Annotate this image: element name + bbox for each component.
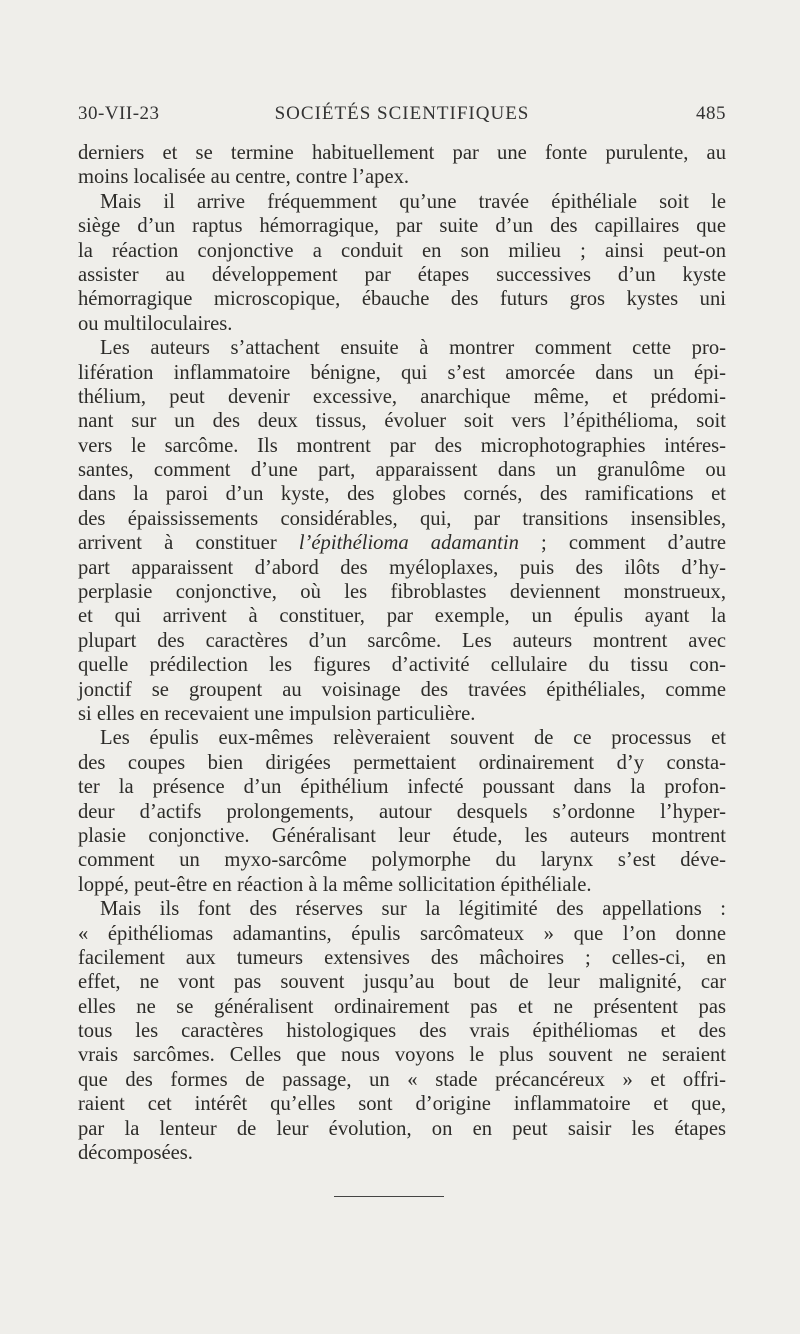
text-line: perplasie conjonctive, où les fibroblastes deviennent monstrueux, <box>78 581 726 604</box>
text-line: des épaississements considérables, qui, par transitions insensibles, <box>78 507 726 530</box>
body-text <box>78 141 726 1165</box>
text-line: jonctif se groupent au voisinage des travées épithéliales, comme <box>78 678 726 701</box>
running-head <box>78 103 726 129</box>
text-line: nant sur un des deux tissus, évoluer soit vers l’épithélioma, soit <box>78 410 726 433</box>
text-line: raient cet intérêt qu’elles sont d’origine inflammatoire et que, <box>78 1093 726 1116</box>
text-line: la réaction conjonctive a conduit en son milieu ; ainsi peut-on <box>78 239 726 262</box>
text-line: par la lenteur de leur évolution, on en peut saisir les étapes <box>78 1117 726 1140</box>
text-line: deur d’actifs prolongements, autour desquels s’ordonne l’hyper- <box>78 800 726 823</box>
text-line: que des formes de passage, un « stade précancéreux » et offri- <box>78 1068 726 1091</box>
text-line: assister au développement par étapes successives d’un kyste <box>78 263 726 286</box>
text-line: part apparaissent d’abord des myéloplaxes, puis des ilôts d’hy- <box>78 556 726 579</box>
text-line: loppé, peut-être en réaction à la même sollicitation épithéliale. <box>78 873 592 896</box>
end-rule <box>334 1196 444 1197</box>
text-line: arrivent à constituer l’épithélioma adamantin ; comment d’autre <box>78 532 726 555</box>
text-line: Mais ils font des réserves sur la légitimité des appellations : <box>100 898 726 921</box>
text-line: décomposées. <box>78 1142 193 1165</box>
text-line: vrais sarcômes. Celles que nous voyons le plus souvent ne seraient <box>78 1044 726 1067</box>
text-line: tous les caractères histologiques des vrais épithéliomas et des <box>78 1020 726 1043</box>
text-line: elles ne se généralisent ordinairement pas et ne présentent pas <box>78 995 726 1018</box>
text-line: derniers et se termine habituellement par une fonte purulente, au <box>78 142 726 164</box>
text-line: quelle prédilection les figures d’activité cellulaire du tissu con- <box>78 654 726 677</box>
text-line: moins localisée au centre, contre l’apex. <box>78 166 410 189</box>
text-line: si elles en recevaient une impulsion particulière. <box>78 702 476 725</box>
text-line: ou multiloculaires. <box>78 312 233 335</box>
text-line: plasie conjonctive. Généralisant leur étude, les auteurs montrent <box>78 824 726 847</box>
text-line: Mais il arrive fréquemment qu’une travée épithéliale soit le <box>100 190 726 213</box>
text-line: vers le sarcôme. Ils montrent par des microphotographies intéres- <box>78 434 726 457</box>
text-line: lifération inflammatoire bénigne, qui s’est amorcée dans un épi- <box>78 361 726 384</box>
text-line: comment un myxo-sarcôme polymorphe du larynx s’est déve- <box>78 849 726 872</box>
text-line: dans la paroi d’un kyste, des globes cornés, des ramifications et <box>78 483 726 506</box>
text-line: facilement aux tumeurs extensives des mâchoires ; celles-ci, en <box>78 946 726 969</box>
text-line: effet, ne vont pas souvent jusqu’au bout de leur malignité, car <box>78 971 726 994</box>
header-date: 30-VII-23 <box>78 103 160 124</box>
text-line: Les auteurs s’attachent ensuite à montrer comment cette pro- <box>100 337 726 360</box>
text-line: plupart des caractères d’un sarcôme. Les auteurs montrent avec <box>78 629 726 652</box>
text-line: des coupes bien dirigées permettaient ordinairement d’y consta- <box>78 751 726 774</box>
text-line: et qui arrivent à constituer, par exemple, un épulis ayant la <box>78 605 726 628</box>
text-line: ter la présence d’un épithélium infecté poussant dans la profon- <box>78 776 726 799</box>
italic-term: l’épithélioma adamantin <box>298 532 519 555</box>
text-line: siège d’un raptus hémorragique, par suite d’un des capillaires que <box>78 215 726 238</box>
page-number: 485 <box>696 103 726 124</box>
text-line: Les épulis eux-mêmes relèveraient souvent de ce processus et <box>100 727 726 750</box>
text-line: hémorragique microscopique, ébauche des futurs gros kystes uni <box>78 288 726 311</box>
text-line: « épithéliomas adamantins, épulis sarcômateux » que l’on donne <box>78 922 726 945</box>
text-line: santes, comment d’une part, apparaissent dans un granulôme ou <box>78 459 726 482</box>
text-line: thélium, peut devenir excessive, anarchique même, et prédomi- <box>78 385 726 408</box>
header-section-title: SOCIÉTÉS SCIENTIFIQUES <box>274 103 530 124</box>
